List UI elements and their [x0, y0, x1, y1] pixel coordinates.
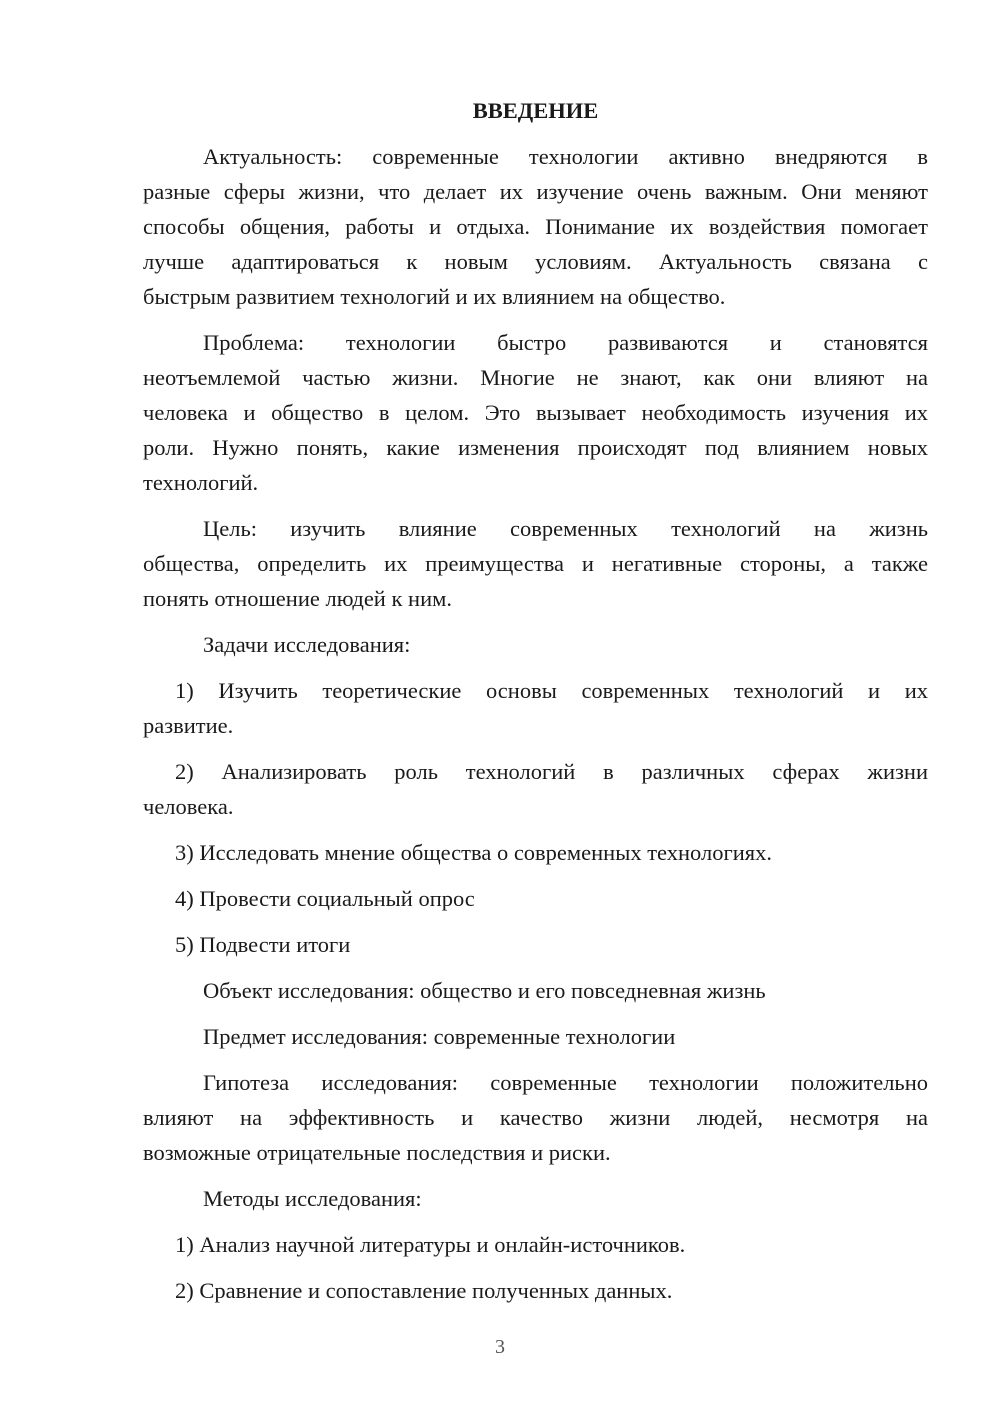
- text-line: 5) Подвести итоги: [175, 932, 351, 957]
- page-number: 3: [495, 1336, 505, 1358]
- text-line: общества, определить их преимущества и негативные стороны, а также: [143, 551, 928, 576]
- methods-heading: Методы исследования:: [203, 1186, 422, 1211]
- page-title: ВВЕДЕНИЕ: [472, 98, 599, 123]
- text-line: Гипотеза исследования: современные технологии положительно: [203, 1070, 928, 1095]
- method-item-1: [143, 1227, 928, 1262]
- text-line: технологий.: [143, 470, 259, 495]
- task-item-4: [143, 881, 928, 916]
- goal-paragraph: [143, 511, 928, 616]
- page-content: [143, 93, 928, 1319]
- method-item-2: [143, 1273, 928, 1308]
- text-line: разные сферы жизни, что делает их изучение очень важным. Они меняют: [143, 179, 928, 204]
- task-item-5: [143, 927, 928, 962]
- text-line: возможные отрицательные последствия и риски.: [143, 1140, 611, 1165]
- object-paragraph: Объект исследования: общество и его повседневная жизнь: [203, 978, 766, 1003]
- text-line: Цель: изучить влияние современных технологий на жизнь: [203, 516, 928, 541]
- text-line: человека и общество в целом. Это вызывает необходимость изучения их: [143, 400, 928, 425]
- text-line: Актуальность: современные технологии активно внедряются в: [203, 144, 928, 169]
- text-line: способы общения, работы и отдыха. Понимание их воздействия помогает: [143, 214, 928, 239]
- text-line: 3) Исследовать мнение общества о современных технологиях.: [175, 840, 772, 865]
- text-line: Проблема: технологии быстро развиваются и становятся: [203, 330, 928, 355]
- text-line: роли. Нужно понять, какие изменения происходят под влиянием новых: [143, 435, 928, 460]
- text-line: быстрым развитием технологий и их влиянием на общество.: [143, 284, 726, 309]
- task-item-3: [143, 835, 928, 870]
- text-line: лучше адаптироваться к новым условиям. Актуальность связана с: [143, 249, 928, 274]
- text-line: 2) Сравнение и сопоставление полученных данных.: [175, 1278, 673, 1303]
- text-line: понять отношение людей к ним.: [143, 586, 452, 611]
- hypothesis-paragraph: [143, 1065, 928, 1170]
- text-line: неотъемлемой частью жизни. Многие не знают, как они влияют на: [143, 365, 928, 390]
- subject-paragraph: Предмет исследования: современные технологии: [203, 1024, 676, 1049]
- task-item-2: [143, 754, 928, 824]
- text-line: человека.: [143, 794, 234, 819]
- text-line: 1) Изучить теоретические основы современных технологий и их: [175, 678, 928, 703]
- text-line: влияют на эффективность и качество жизни людей, несмотря на: [143, 1105, 928, 1130]
- problem-paragraph: [143, 325, 928, 500]
- text-line: 2) Анализировать роль технологий в различных сферах жизни: [175, 759, 928, 784]
- text-line: 1) Анализ научной литературы и онлайн-источников.: [175, 1232, 686, 1257]
- text-line: 4) Провести социальный опрос: [175, 886, 475, 911]
- text-line: развитие.: [143, 713, 234, 738]
- actuality-paragraph: [143, 139, 928, 314]
- task-item-1: [143, 673, 928, 743]
- tasks-heading: Задачи исследования:: [203, 632, 411, 657]
